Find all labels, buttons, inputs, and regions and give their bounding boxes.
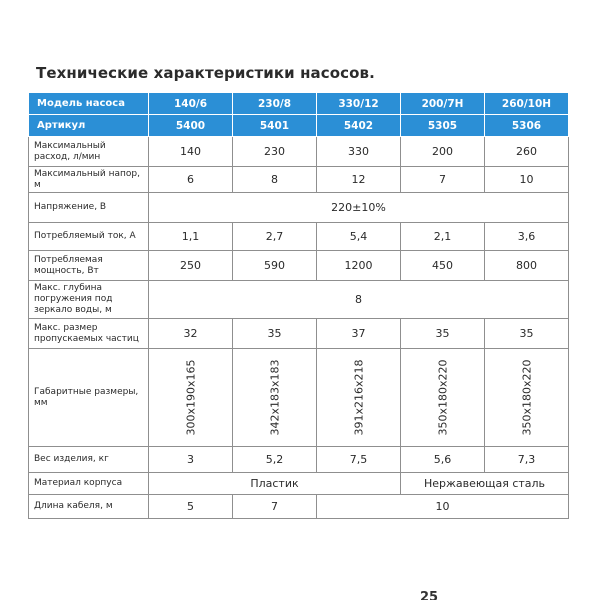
row-label: Макс. глубина погружения под зеркало воды, м (29, 281, 149, 319)
table-cell: 37 (317, 319, 401, 349)
article-cell: 5400 (149, 115, 233, 137)
dimension-text: 342x183x183 (268, 359, 282, 436)
table-cell: 800 (485, 251, 569, 281)
table-cell: 200 (401, 137, 485, 167)
table-row (29, 251, 569, 281)
table-row (29, 447, 569, 473)
table-cell: 330 (317, 137, 401, 167)
article-cell: 5402 (317, 115, 401, 137)
table-cell: 5,6 (401, 447, 485, 473)
table-cell: 1200 (317, 251, 401, 281)
table-cell: 8 (149, 281, 569, 319)
model-cell: 330/12 (317, 93, 401, 115)
article-label: Артикул (29, 115, 149, 137)
table-cell: 5 (149, 495, 233, 519)
row-label: Габаритные размеры, мм (29, 349, 149, 447)
model-cell: 140/6 (149, 93, 233, 115)
table-cell (317, 349, 401, 447)
table-cell: 35 (401, 319, 485, 349)
table-cell: 450 (401, 251, 485, 281)
table-cell: 12 (317, 167, 401, 193)
row-label: Материал корпуса (29, 473, 149, 495)
table-cell: 8 (233, 167, 317, 193)
table-cell: 7 (233, 495, 317, 519)
table-cell: 5,4 (317, 223, 401, 251)
article-cell: 5306 (485, 115, 569, 137)
table-row (29, 319, 569, 349)
table-cell: 590 (233, 251, 317, 281)
table-cell: 10 (485, 167, 569, 193)
model-label: Модель насоса (29, 93, 149, 115)
row-label: Макс. размер пропускаемых частиц (29, 319, 149, 349)
page-number: 25 (420, 590, 439, 600)
table-cell: 3 (149, 447, 233, 473)
row-label: Напряжение, В (29, 193, 149, 223)
page-title: Технические характеристики насосов. (36, 64, 375, 82)
model-row (29, 93, 569, 115)
table-cell: 2,7 (233, 223, 317, 251)
table-cell: 220±10% (149, 193, 569, 223)
table-cell: Пластик (149, 473, 401, 495)
model-cell: 200/7Н (401, 93, 485, 115)
table-cell: 10 (317, 495, 569, 519)
table-cell: 260 (485, 137, 569, 167)
table-cell: 7 (401, 167, 485, 193)
table-cell: Нержавеющая сталь (401, 473, 569, 495)
table-row (29, 349, 569, 447)
model-cell: 260/10Н (485, 93, 569, 115)
table-cell: 250 (149, 251, 233, 281)
table-cell: 140 (149, 137, 233, 167)
table-row (29, 137, 569, 167)
table-cell: 35 (233, 319, 317, 349)
row-label: Длина кабеля, м (29, 495, 149, 519)
table-row (29, 473, 569, 495)
article-cell: 5305 (401, 115, 485, 137)
table-cell: 2,1 (401, 223, 485, 251)
table-cell: 35 (485, 319, 569, 349)
row-label: Максимальный напор, м (29, 167, 149, 193)
table-cell: 3,6 (485, 223, 569, 251)
specs-table (28, 92, 569, 519)
row-label: Потребляемая мощность, Вт (29, 251, 149, 281)
table-row (29, 223, 569, 251)
row-label: Потребляемый ток, А (29, 223, 149, 251)
dimension-text: 300x190x165 (184, 359, 198, 436)
table-row (29, 193, 569, 223)
dimension-text: 350x180x220 (520, 359, 534, 436)
table-cell: 5,2 (233, 447, 317, 473)
table-cell (149, 349, 233, 447)
model-cell: 230/8 (233, 93, 317, 115)
table-row (29, 167, 569, 193)
article-row (29, 115, 569, 137)
table-cell: 32 (149, 319, 233, 349)
table-row (29, 495, 569, 519)
table-cell (233, 349, 317, 447)
table-cell: 1,1 (149, 223, 233, 251)
row-label: Максимальный расход, л/мин (29, 137, 149, 167)
table-row (29, 281, 569, 319)
table-cell: 6 (149, 167, 233, 193)
table-cell (485, 349, 569, 447)
table-cell: 230 (233, 137, 317, 167)
row-label: Вес изделия, кг (29, 447, 149, 473)
dimension-text: 391x216x218 (352, 359, 366, 436)
table-cell (401, 349, 485, 447)
dimension-text: 350x180x220 (436, 359, 450, 436)
table-cell: 7,5 (317, 447, 401, 473)
article-cell: 5401 (233, 115, 317, 137)
table-cell: 7,3 (485, 447, 569, 473)
